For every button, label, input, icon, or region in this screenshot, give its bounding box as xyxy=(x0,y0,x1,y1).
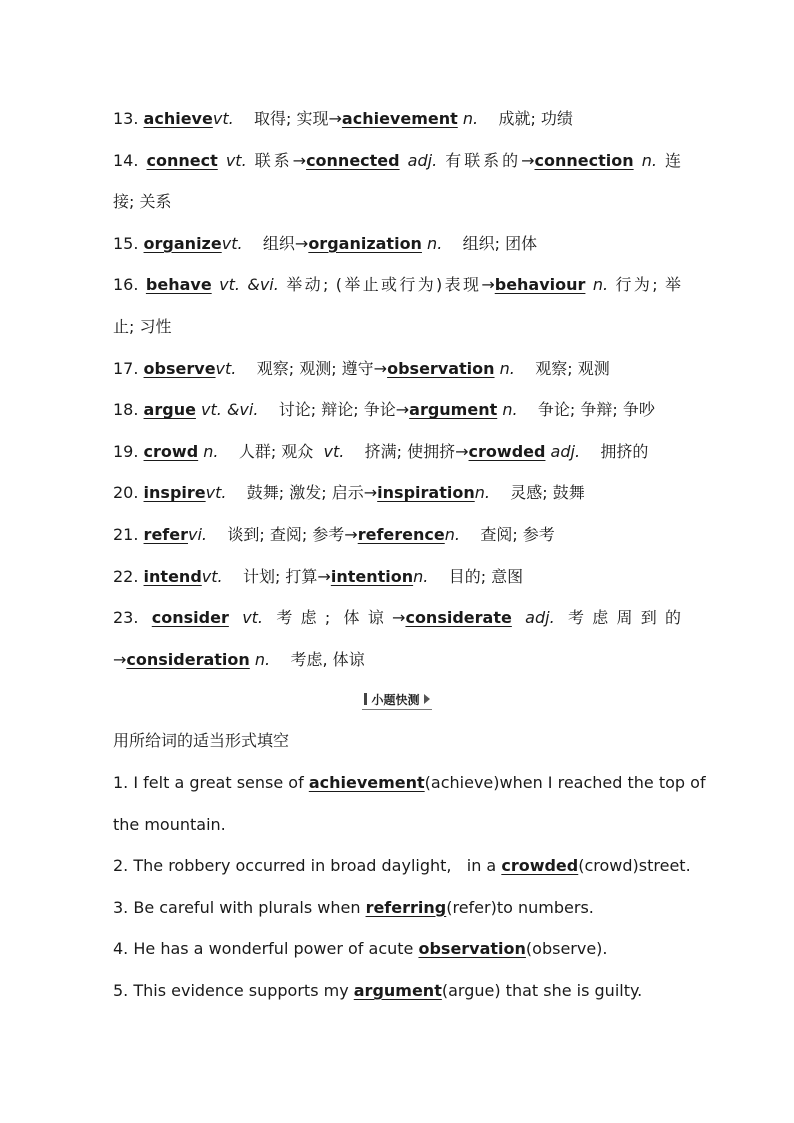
exercise-hint: (achieve) xyxy=(424,772,500,792)
section-label-row xyxy=(113,680,681,720)
derived-word: considerate xyxy=(405,608,512,628)
keyword: consider xyxy=(151,608,229,628)
exercise-answer: achievement xyxy=(308,772,425,792)
vocab-entry-14-continued xyxy=(113,181,681,223)
derived-pos-2: n. xyxy=(254,649,271,669)
meaning: 谈到; 查阅; 参考→ xyxy=(227,524,358,544)
vocab-entry-17 xyxy=(113,348,681,390)
exercise-4 xyxy=(113,928,681,970)
derived-pos: n. xyxy=(444,524,460,544)
derived-meaning: 灵感; 鼓舞 xyxy=(510,483,585,503)
exercise-2 xyxy=(113,845,691,887)
triangle-right-icon xyxy=(424,694,430,704)
derived-meaning-2: 连 xyxy=(664,150,681,170)
exercise-hint: (refer) xyxy=(446,897,497,917)
vocab-entry-15 xyxy=(113,223,681,265)
derived-word: reference xyxy=(357,524,445,544)
part-of-speech: vt. xyxy=(201,566,223,586)
vocab-entry-23 xyxy=(113,597,681,639)
keyword: behave xyxy=(145,275,212,295)
keyword: inspire xyxy=(143,483,206,503)
derived-meaning: 考虑周到的 xyxy=(567,608,681,628)
entry-number: 21. xyxy=(113,524,139,544)
entry-number: 22. xyxy=(113,566,139,586)
exercise-text-cont: the mountain. xyxy=(113,814,226,834)
derived-pos: n. xyxy=(462,109,479,128)
derived-pos: n. xyxy=(427,233,443,253)
part-of-speech: vt. xyxy=(225,150,247,170)
vocab-entry-16 xyxy=(113,264,681,306)
exercise-text: 1. I felt a great sense of xyxy=(113,772,309,792)
derived-pos: adj. xyxy=(407,150,438,170)
derived-pos: n. xyxy=(474,483,490,503)
derived-pos: adj. xyxy=(525,608,555,628)
exercise-text: 3. Be careful with plurals when xyxy=(113,897,366,917)
exercise-answer: crowded xyxy=(501,856,579,876)
part-of-speech: vt. xyxy=(212,109,234,128)
exercise-text-after: when I reached the top of xyxy=(499,772,706,792)
derived-meaning: 目的; 意图 xyxy=(448,566,524,586)
meaning: 观察; 观测; 遵守→ xyxy=(256,358,388,378)
derived-meaning: 组织; 团体 xyxy=(462,233,538,253)
meaning: 取得; 实现→ xyxy=(254,109,342,128)
vocab-entry-13 xyxy=(113,98,681,140)
exercise-3 xyxy=(113,887,681,929)
meaning: 组织→ xyxy=(262,233,309,253)
exercise-answer: observation xyxy=(418,939,526,959)
exercise-text: 5. This evidence supports my xyxy=(113,980,354,1000)
derived-meaning: 观察; 观测 xyxy=(535,358,610,378)
derived-meaning: 查阅; 参考 xyxy=(480,524,555,544)
derived-meaning-2-cont: 接; 关系 xyxy=(113,192,172,212)
meaning: 计划; 打算→ xyxy=(242,566,331,586)
derived-meaning: 争论; 争辩; 争吵 xyxy=(537,400,655,420)
meaning: 举动; (举止或行为)表现→ xyxy=(286,275,495,295)
vocab-content xyxy=(113,98,706,1011)
exercise-text-after: to numbers. xyxy=(496,897,594,917)
bar-left-icon xyxy=(364,693,367,705)
derived-meaning-cont: 止; 习性 xyxy=(113,316,172,336)
exercise-text-after: street. xyxy=(638,856,691,876)
exercise-instruction xyxy=(113,720,681,762)
part-of-speech: vt. xyxy=(215,358,237,378)
exercise-text: 4. He has a wonderful power of acute xyxy=(113,939,419,959)
keyword: achieve xyxy=(143,109,213,128)
vocab-entry-23-continued xyxy=(113,639,681,681)
part-of-speech-2: vt. xyxy=(323,441,345,461)
entry-number: 16. xyxy=(113,275,139,295)
part-of-speech: vt. &vi. xyxy=(201,400,259,420)
vocab-entry-18 xyxy=(113,389,681,431)
keyword: intend xyxy=(143,566,202,586)
keyword: argue xyxy=(143,400,196,420)
derived-word-2: connection xyxy=(534,150,634,170)
vocab-entry-21 xyxy=(113,514,681,556)
vocab-entry-20 xyxy=(113,472,681,514)
entry-number: 18. xyxy=(113,400,139,420)
section-label xyxy=(362,691,431,710)
meaning: 鼓舞; 激发; 启示→ xyxy=(246,483,378,503)
derived-word-2: consideration xyxy=(126,649,250,669)
exercise-text-after: that she is guilty. xyxy=(500,980,643,1000)
keyword: organize xyxy=(143,233,222,253)
meaning: 讨论; 辩论; 争论→ xyxy=(278,400,410,420)
derived-meaning: 成就; 功绩 xyxy=(498,109,573,128)
derived-pos: n. xyxy=(413,566,429,586)
arrow: → xyxy=(113,649,127,669)
derived-meaning: 拥挤的 xyxy=(600,441,649,461)
part-of-speech: vi. xyxy=(188,524,207,544)
entry-number: 14. xyxy=(113,150,139,170)
exercise-hint: (argue) xyxy=(441,980,501,1000)
entry-number: 23. xyxy=(113,608,139,628)
exercise-1 xyxy=(113,762,706,804)
exercise-1-continued xyxy=(113,804,681,846)
derived-pos: n. xyxy=(592,275,609,295)
derived-word: observation xyxy=(387,358,495,378)
meaning: 人群; 观众 xyxy=(238,441,314,461)
instruction-text: 用所给词的适当形式填空 xyxy=(113,731,290,751)
vocab-entry-16-continued xyxy=(113,306,681,348)
keyword: refer xyxy=(143,524,188,544)
keyword: observe xyxy=(143,358,216,378)
entry-number: 13. xyxy=(113,109,139,128)
meaning: 考虑; 体谅→ xyxy=(276,608,406,628)
vocab-entry-14 xyxy=(113,140,681,182)
part-of-speech: vt. &vi. xyxy=(219,275,279,295)
derived-pos: n. xyxy=(499,358,515,378)
keyword: crowd xyxy=(143,441,199,461)
derived-meaning: 有联系的→ xyxy=(445,150,535,170)
derived-pos-2: n. xyxy=(641,150,657,170)
entry-number: 19. xyxy=(113,441,139,461)
entry-number: 17. xyxy=(113,358,139,378)
exercise-hint: (observe). xyxy=(525,939,608,959)
exercise-5 xyxy=(113,970,681,1012)
vocab-entry-19 xyxy=(113,431,681,473)
meaning-2: 挤满; 使拥挤→ xyxy=(364,441,469,461)
derived-meaning-2: 考虑, 体谅 xyxy=(290,649,365,669)
vocab-entry-22 xyxy=(113,556,681,598)
derived-word: intention xyxy=(330,566,414,586)
part-of-speech: vt. xyxy=(242,608,264,628)
keyword: connect xyxy=(146,150,218,170)
part-of-speech: vt. xyxy=(221,233,243,253)
derived-word: organization xyxy=(308,233,422,253)
part-of-speech: vt. xyxy=(205,483,227,503)
derived-word: behaviour xyxy=(494,275,586,295)
derived-word: achievement xyxy=(341,109,458,128)
derived-meaning: 行为; 举 xyxy=(615,275,682,295)
entry-number: 15. xyxy=(113,233,139,253)
derived-word: inspiration xyxy=(377,483,475,503)
derived-word: crowded xyxy=(468,441,546,461)
derived-pos: adj. xyxy=(550,441,581,461)
section-label-text: 小题快测 xyxy=(371,692,420,707)
derived-word: connected xyxy=(306,150,400,170)
derived-pos: n. xyxy=(502,400,518,420)
exercise-answer: argument xyxy=(353,980,442,1000)
entry-number: 20. xyxy=(113,483,139,503)
exercise-hint: (crowd) xyxy=(578,856,639,876)
meaning: 联系→ xyxy=(254,150,307,170)
part-of-speech: n. xyxy=(203,441,219,461)
exercise-answer: referring xyxy=(365,897,447,917)
derived-word: argument xyxy=(409,400,498,420)
exercise-text: 2. The robbery occurred in broad daylight, in a xyxy=(113,856,502,876)
